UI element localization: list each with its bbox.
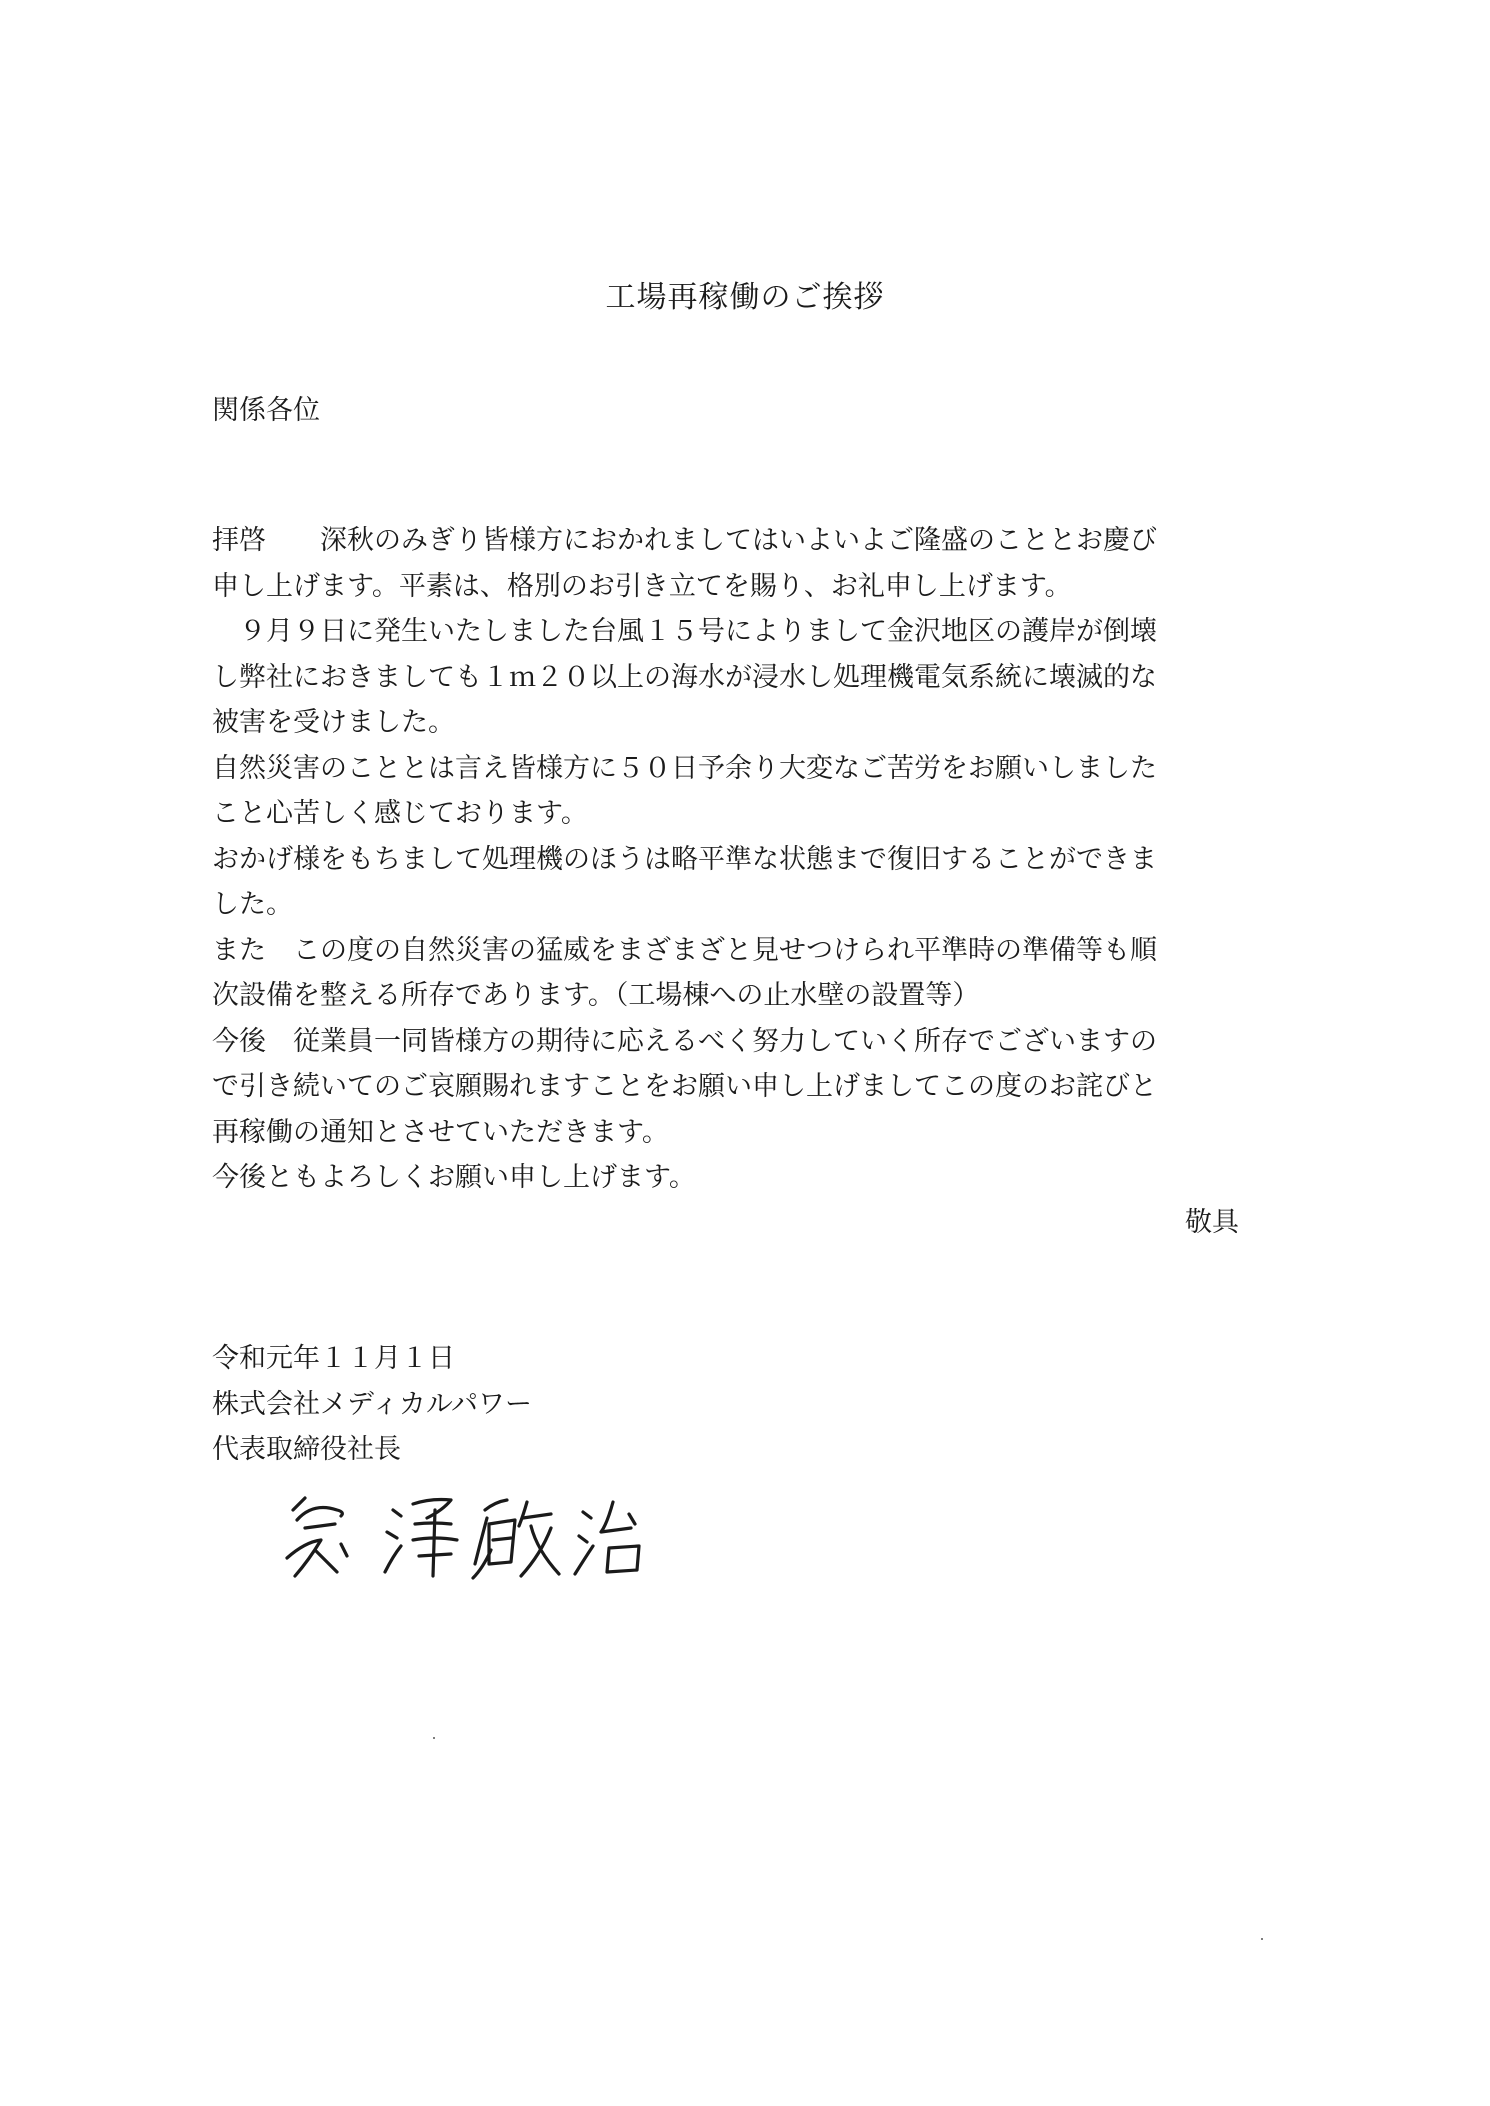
body-line: 今後ともよろしくお願い申し上げます。 — [212, 1162, 696, 1193]
letter-date: 令和元年１１月１日 — [212, 1343, 455, 1374]
letter-title: 工場再稼働のご挨拶 — [605, 280, 885, 315]
sender-position: 代表取締役社長 — [212, 1434, 401, 1465]
body-line: 拝啓 深秋のみぎり皆様方におかれましてはいよいよご隆盛のこととお慶び — [212, 525, 1157, 556]
body-line: 再稼働の通知とさせていただきます。 — [212, 1116, 669, 1148]
body-line: こと心苦しく感じております。 — [212, 798, 588, 829]
scan-speck — [433, 1737, 435, 1739]
handwritten-signature — [275, 1480, 675, 1590]
body-line: おかげ様をもちまして処理機のほうは略平準な状態まで復旧することができま — [212, 843, 1157, 875]
body-line: し弊社におきましても１ｍ２０以上の海水が浸水し処理機電気系統に壊滅的な — [212, 661, 1157, 693]
company-name: 株式会社メディカルパワー — [212, 1388, 532, 1420]
body-line: 今後 従業員一同皆様方の期待に応えるべく努力していく所存でございますの — [212, 1025, 1157, 1057]
body-line: 自然災害のこととは言え皆様方に５０日予余り大変なご苦労をお願いしました — [212, 752, 1157, 784]
body-line: また この度の自然災害の猛威をまざまざと見せつけられ平準時の準備等も順 — [212, 934, 1157, 966]
body-line: 被害を受けました。 — [212, 707, 455, 738]
scan-speck — [1261, 1938, 1263, 1940]
addressee: 関係各位 — [212, 395, 320, 426]
body-line: ９月９日に発生いたしました台風１５号によりまして金沢地区の護岸が倒壊 — [212, 616, 1157, 647]
sender-block — [212, 1336, 532, 1473]
body-line: 次設備を整える所存であります。（工場棟への止水壁の設置等） — [212, 980, 980, 1011]
letter-body — [212, 518, 1292, 1201]
body-line: した。 — [212, 889, 293, 920]
closing-phrase: 敬具 — [1185, 1207, 1239, 1238]
body-line: 申し上げます。平素は、格別のお引き立てを賜り、お礼申し上げます。 — [212, 570, 1072, 602]
body-line: で引き続いてのご哀願賜れますことをお願い申し上げましてこの度のお詫びと — [212, 1071, 1157, 1102]
